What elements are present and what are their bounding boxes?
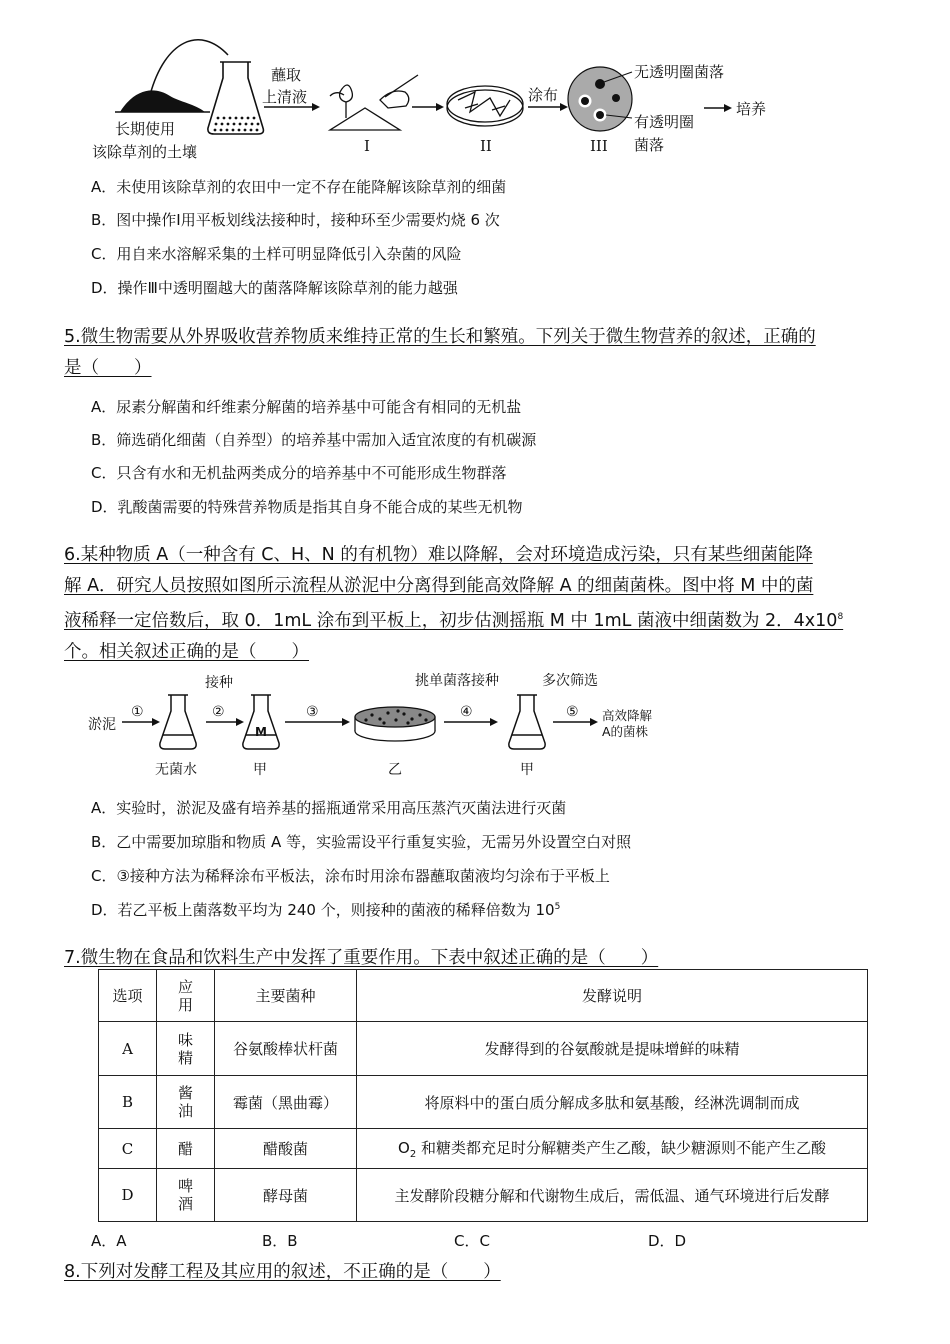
- row-b-application-text: 酱油: [177, 1084, 193, 1120]
- q7-answer-b: B．B: [262, 1232, 298, 1250]
- soil-label-1: 长期使用: [115, 120, 176, 138]
- no-clear-zone-label: 无透明圈菌落: [634, 63, 725, 81]
- flask-sterile-water: [160, 695, 196, 749]
- fermentation-table: [98, 969, 868, 1222]
- streak-plate-dish: [447, 86, 523, 126]
- flask-soil-suspension: [208, 62, 264, 134]
- table-row: [99, 1129, 868, 1169]
- operation-3-label: III: [590, 137, 608, 155]
- q7-stem: 7.微生物在食品和饮料生产中发挥了重要作用。下表中叙述正确的是（ ）: [64, 948, 659, 968]
- q5-option-a: A．尿素分解菌和纤维素分解菌的培养基中可能含有相同的无机盐: [91, 398, 522, 416]
- q6-stem-line3: 液稀释一定倍数后，取 0．1mL 涂布到平板上，初步估测摇瓶 M 中 1mL 菌液中细菌数为 2．4x10: [64, 610, 838, 631]
- inoculate-label: 接种: [205, 675, 233, 691]
- culture-label: 培养: [736, 100, 767, 118]
- jia-2-label: 甲: [520, 762, 534, 778]
- yi-label: 乙: [388, 762, 402, 778]
- row-c-subscript: 2: [409, 1149, 417, 1160]
- sterile-water-label: 无菌水: [155, 762, 197, 778]
- row-d-application: [157, 1169, 215, 1222]
- row-b-strain: 霉菌（黑曲霉）: [215, 1076, 357, 1129]
- header-application: [157, 970, 215, 1022]
- q4-option-b: B．图中操作Ⅰ用平板划线法接种时，接种环至少需要灼烧 6 次: [91, 211, 500, 229]
- arrow-dip-label: 蘸取: [271, 66, 302, 84]
- q7-answer-a: A．A: [91, 1232, 127, 1250]
- step-1-label: ①: [131, 704, 144, 720]
- row-a-strain: 谷氨酸棒状杆菌: [215, 1022, 357, 1076]
- multi-screen-label: 多次筛选: [542, 673, 598, 689]
- q4-option-a: A．未使用该除草剂的农田中一定不存在能降解该除草剂的细菌: [91, 178, 507, 196]
- q5-option-c: C．只含有水和无机盐两类成分的培养基中不可能形成生物群落: [91, 464, 507, 482]
- q6-stem: [64, 540, 884, 668]
- arrow-supernatant-label: 上清液: [262, 88, 308, 106]
- step-4-label: ④: [460, 704, 473, 720]
- row-a-application: [157, 1022, 215, 1076]
- step-5-label: ⑤: [566, 704, 579, 720]
- q6-stem-line4: 个。相关叙述正确的是（ ）: [64, 641, 309, 662]
- header-application-text: 应用: [177, 977, 193, 1014]
- colony-plate: [568, 67, 632, 131]
- row-c-strain: 醋酸菌: [215, 1129, 357, 1169]
- step-3-label: ③: [306, 704, 319, 720]
- clear-zone-label-2: 菌落: [634, 136, 665, 154]
- row-c-application: 醋: [157, 1129, 215, 1169]
- spread-label: 涂布: [528, 86, 559, 104]
- row-d-description: 主发酵阶段糖分解和代谢物生成后，需低温、通气环境进行后发酵: [357, 1169, 868, 1222]
- q6-option-d-text: D．若乙平板上菌落数平均为 240 个，则接种的菌液的稀释倍数为 10: [91, 901, 555, 919]
- header-option: 选项: [99, 970, 157, 1022]
- result-label-1: 高效降解: [602, 708, 653, 723]
- row-b-description: 将原料中的蛋白质分解成多肽和氨基酸，经淋洗调制而成: [357, 1076, 868, 1129]
- flask-m: [243, 695, 279, 749]
- transfer-curve: [150, 40, 228, 95]
- table-header-row: [99, 970, 868, 1022]
- pick-colony-label: 挑单菌落接种: [415, 673, 499, 689]
- row-a-option: A: [99, 1022, 157, 1076]
- row-b-option: B: [99, 1076, 157, 1129]
- table-row: [99, 1022, 868, 1076]
- jia-1-label: 甲: [253, 762, 267, 778]
- table-row: [99, 1076, 868, 1129]
- q5-stem: [64, 322, 884, 384]
- header-strain: 主要菌种: [215, 970, 357, 1022]
- q6-stem-line2: 解 A．研究人员按照如图所示流程从淤泥中分离得到能高效降解 A 的细菌菌株。图中将 M 中的菌: [64, 576, 814, 596]
- q7-answer-d: D．D: [648, 1232, 687, 1250]
- q8-stem: 8.下列对发酵工程及其应用的叙述，不正确的是（ ）: [64, 1262, 501, 1282]
- row-d-application-text: 啤酒: [177, 1177, 193, 1213]
- q6-option-d-exponent: 5: [554, 902, 561, 912]
- flask-m-label: M: [255, 725, 267, 739]
- q4-option-c: C．用自来水溶解采集的土样可明显降低引入杂菌的风险: [91, 245, 462, 263]
- row-c-rest: 和糖类都充足时分解糖类产生乙酸，缺少糖源则不能产生乙酸: [416, 1139, 826, 1157]
- row-b-application: [157, 1076, 215, 1129]
- q5-option-b: B．筛选硝化细菌（自养型）的培养基中需加入适宜浓度的有机碳源: [91, 431, 537, 449]
- soil-mound: [120, 90, 205, 112]
- clear-zone-label-1: 有透明圈: [634, 113, 695, 131]
- row-a-application-text: 味精: [177, 1030, 193, 1067]
- operation-1-label: I: [364, 137, 370, 155]
- q6-option-b: B．乙中需要加琼脂和物质 A 等，实验需设平行重复实验，无需另外设置空白对照: [91, 833, 632, 851]
- step-2-label: ②: [212, 704, 225, 720]
- q6-option-a: A．实验时，淤泥及盛有培养基的摇瓶通常采用高压蒸汽灭菌法进行灭菌: [91, 799, 567, 817]
- row-c-o: O: [398, 1139, 410, 1157]
- q6-option-d: [91, 899, 560, 920]
- plate-yi: [355, 707, 435, 741]
- q5-stem-line1: 5.微生物需要从外界吸收营养物质来维持正常的生长和繁殖。下列关于微生物营养的叙述，正确的: [64, 327, 816, 347]
- mud-label: 淤泥: [88, 717, 116, 733]
- row-d-option: D: [99, 1169, 157, 1222]
- operation-2-label: II: [480, 137, 492, 155]
- q7-answer-c: C．C: [454, 1232, 490, 1250]
- inoculating-loop-apparatus: [330, 75, 418, 130]
- row-a-description: 发酵得到的谷氨酸就是提味增鲜的味精: [357, 1022, 868, 1076]
- row-d-strain: 酵母菌: [215, 1169, 357, 1222]
- q5-stem-line2: 是（ ）: [64, 358, 152, 378]
- header-description: 发酵说明: [357, 970, 868, 1022]
- table-row: [99, 1169, 868, 1222]
- q6-exponent: 8: [837, 612, 844, 622]
- row-c-option: C: [99, 1129, 157, 1169]
- result-label-2: A的菌株: [602, 724, 649, 739]
- q4-option-d: D．操作Ⅲ中透明圈越大的菌落降解该除草剂的能力越强: [91, 279, 458, 297]
- soil-label-2: 该除草剂的土壤: [92, 143, 198, 161]
- flask-jia-2: [509, 695, 545, 749]
- row-c-description: [357, 1129, 868, 1169]
- q6-stem-line1: 6.某种物质 A（一种含有 C、H、N 的有机物）难以降解，会对环境造成污染，只有某些细菌能降: [64, 545, 813, 565]
- q6-option-c: C．③接种方法为稀释涂布平板法，涂布时用涂布器蘸取菌液均匀涂布于平板上: [91, 867, 610, 885]
- q5-option-d: D．乳酸菌需要的特殊营养物质是指其自身不能合成的某些无机物: [91, 498, 523, 516]
